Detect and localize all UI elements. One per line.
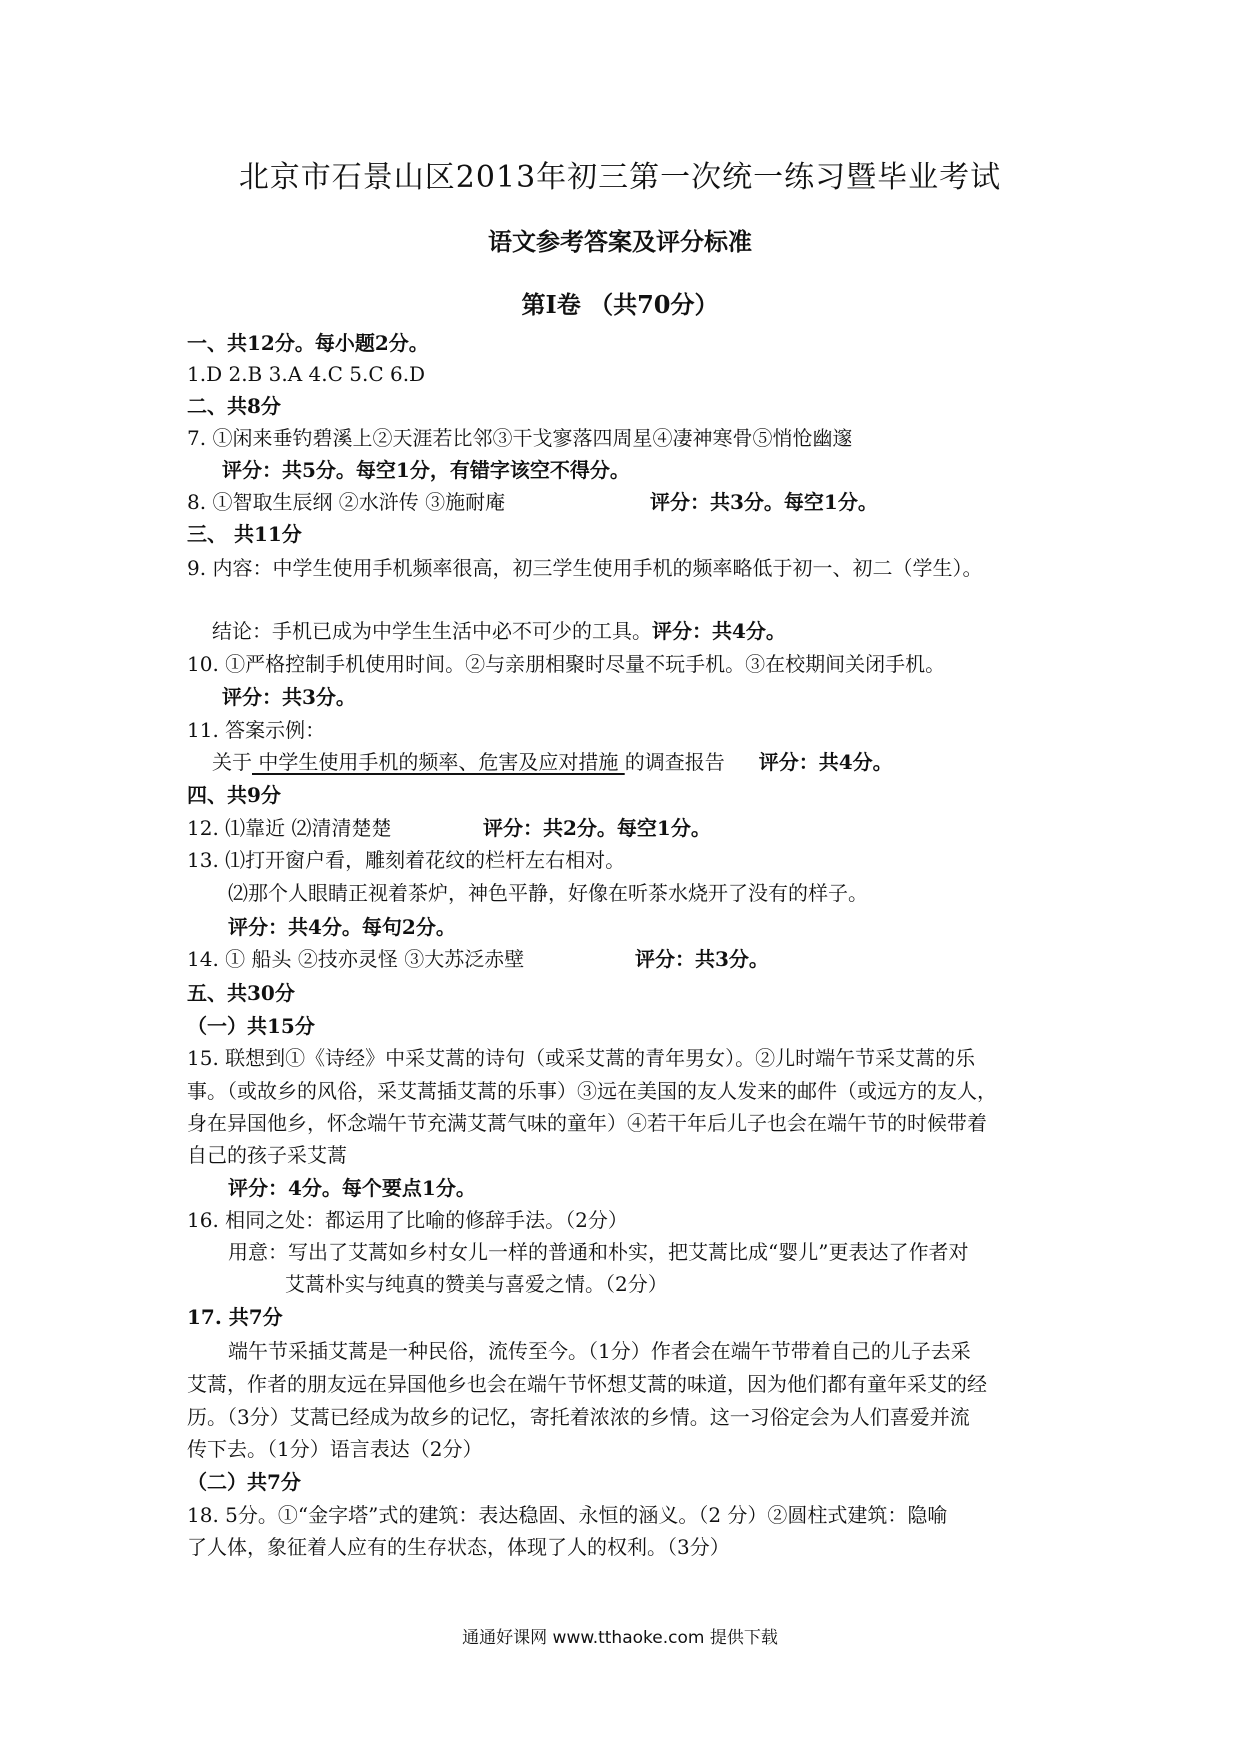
q13-answer-2: ⑵那个人眼睛正视着茶炉，神色平静，好像在听茶水烧开了没有的样子。 (228, 881, 868, 905)
section-4-heading: 四、共9分 (187, 783, 281, 807)
q7-answer: 7. ①闲来垂钓碧溪上②天涯若比邻③干戈寥落四周星④凄神寒骨⑤悄怆幽邃 (187, 426, 853, 450)
q8-score: 评分：共3分。每空1分。 (650, 490, 878, 514)
q11-score: 评分：共4分。 (758, 750, 893, 774)
q12-score: 评分：共2分。每空1分。 (483, 816, 711, 840)
q18-line-1: 18. 5分。①“金字塔”式的建筑：表达稳固、永恒的涵义。（2 分）②圆柱式建筑：隐喻 (187, 1503, 948, 1527)
q10-answer: 10. ①严格控制手机使用时间。②与亲朋相聚时尽量不玩手机。③在校期间关闭手机。 (187, 652, 946, 676)
q16-answer-1: 16. 相同之处：都运用了比喻的修辞手法。（2分） (187, 1208, 628, 1232)
section-2-heading: 二、共8分 (187, 394, 281, 418)
q17-heading: 17. 共7分 (187, 1305, 283, 1329)
q11-question: 11. 答案示例： (187, 718, 326, 742)
q7-score: 评分：共5分。每空1分，有错字该空不得分。 (222, 458, 630, 482)
q10-score: 评分：共3分。 (222, 685, 356, 709)
q15-score: 评分：4分。每个要点1分。 (228, 1176, 476, 1200)
q11-suffix: 的调查报告 (624, 750, 725, 774)
q15-line-4: 自己的孩子采艾蒿 (187, 1143, 347, 1167)
section-5-heading: 五、共30分 (187, 981, 295, 1005)
q14-answer: 14. ① 船头 ②技亦灵怪 ③大苏泛赤壁 (187, 947, 525, 971)
part-2-heading: （二）共7分 (187, 1470, 301, 1494)
document-subtitle: 语文参考答案及评分标准 (488, 227, 752, 256)
q17-line-3: 历。（3分）艾蒿已经成为故乡的记忆，寄托着浓浓的乡情。这一习俗定会为人们喜爱并流 (187, 1405, 970, 1429)
page-footer: 通通好课网 www.tthaoke.com 提供下载 (462, 1628, 778, 1648)
q16-answer-2: 用意：写出了艾蒿如乡村女儿一样的普通和朴实，把艾蒿比成“婴儿”更表达了作者对 (228, 1240, 969, 1264)
q17-line-2: 艾蒿，作者的朋友远在异国他乡也会在端午节怀想艾蒿的味道，因为他们都有童年采艾的经 (187, 1372, 987, 1396)
q9-score: 评分：共4分。 (652, 619, 786, 643)
document-title: 北京市石景山区2013年初三第一次统一练习暨毕业考试 (238, 160, 1002, 195)
q15-line-2: 事。（或故乡的风俗，采艾蒿插艾蒿的乐事）③远在美国的友人发来的邮件（或远方的友人， (187, 1079, 997, 1103)
q8-answer: 8. ①智取生辰纲 ②水浒传 ③施耐庵 (187, 490, 506, 514)
section-1-heading: 一、共12分。每小题2分。 (187, 331, 429, 355)
section-3-heading: 三、 共11分 (187, 522, 302, 546)
q17-line-4: 传下去。（1分）语言表达（2分） (187, 1437, 483, 1461)
part-1-heading: （一）共15分 (187, 1014, 315, 1038)
q13-answer-1: 13. ⑴打开窗户看，雕刻着花纹的栏杆左右相对。 (187, 848, 626, 872)
q18-line-2: 了人体，象征着人应有的生存状态，体现了人的权利。（3分） (187, 1535, 730, 1559)
q15-line-1: 15. 联想到①《诗经》中采艾蒿的诗句（或采艾蒿的青年男女）。②儿时端午节采艾蒿的乐 (187, 1046, 976, 1070)
q11-answer (212, 749, 893, 775)
q14-score: 评分：共3分。 (635, 947, 769, 971)
section-1-answers: 1.D 2.B 3.A 4.C 5.C 6.D (187, 362, 426, 386)
q9-answer: 9. 内容：中学生使用手机频率很高，初三学生使用手机的频率略低于初一、初二（学生）。 (187, 556, 983, 580)
q13-score: 评分：共4分。每句2分。 (228, 915, 456, 939)
q17-line-1: 端午节采插艾蒿是一种民俗，流传至今。（1分）作者会在端午节带着自己的儿子去采 (228, 1339, 971, 1363)
q16-answer-3: 艾蒿朴实与纯真的赞美与喜爱之情。（2分） (285, 1272, 668, 1296)
q9-conclusion-text: 结论：手机已成为中学生生活中必不可少的工具。 (212, 619, 652, 643)
q9-conclusion (212, 618, 786, 644)
q12-answer: 12. ⑴靠近 ⑵清清楚楚 (187, 816, 392, 840)
q11-fill: 中学生使用手机的频率、危害及应对措施 (252, 750, 625, 774)
q11-prefix: 关于 (212, 750, 252, 774)
q15-line-3: 身在异国他乡，怀念端午节充满艾蒿气味的童年）④若干年后儿子也会在端午节的时候带着 (187, 1111, 987, 1135)
volume-heading: 第Ⅰ卷 （共70分） (521, 290, 719, 319)
